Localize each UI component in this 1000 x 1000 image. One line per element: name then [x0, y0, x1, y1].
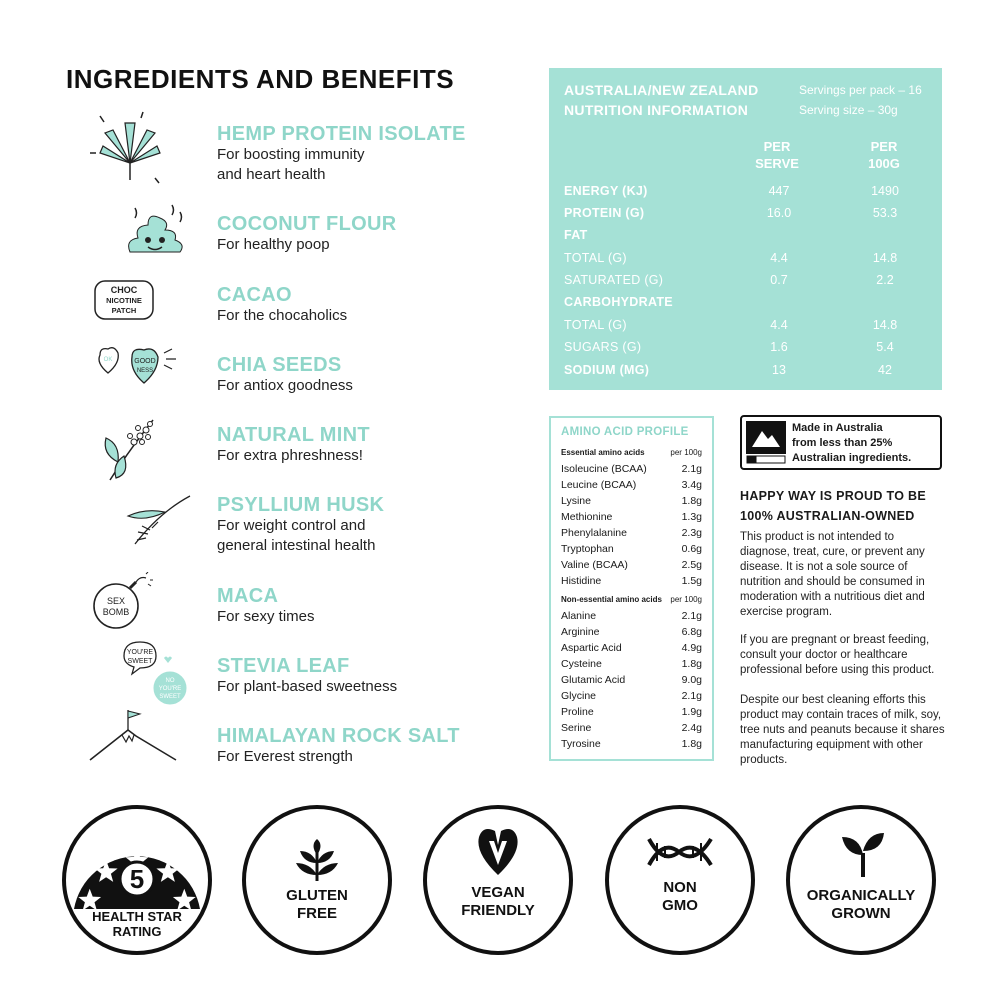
badge-label-line-2: GROWN [831, 905, 891, 922]
ingredient-name: CHIA SEEDS [217, 354, 342, 376]
amino-value: 3.4g [681, 479, 702, 491]
row-serve: 4.4 [770, 251, 788, 265]
row-label: ENERGY (KJ) [564, 184, 648, 198]
badge-label-line-1: VEGAN [471, 884, 525, 901]
made-in-line-2: from less than 25% [792, 437, 893, 449]
organically-grown-badge [786, 805, 936, 955]
essential-list [561, 461, 702, 589]
vegan-heart-icon [473, 823, 523, 878]
mint-icon [98, 412, 168, 482]
ingredient-desc: For the chocaholics [217, 307, 348, 324]
nonessential-list [561, 608, 702, 752]
badge-label-line-2: GMO [662, 897, 698, 914]
row-label: FAT [564, 228, 588, 242]
amino-row [561, 640, 702, 656]
badge-label-line-2: FRIENDLY [461, 902, 535, 919]
ingredient-desc: general intestinal health [217, 537, 376, 554]
amino-row [561, 541, 702, 557]
row-label: CARBOHYDRATE [564, 295, 673, 309]
amino-name: Tryptophan [561, 543, 614, 555]
ingredient-chia [217, 354, 353, 396]
amino-row [561, 656, 702, 672]
row-per100: 2.2 [876, 273, 894, 287]
essential-header-label: Essential amino acids [561, 448, 645, 457]
allergen-paragraph: Despite our best cleaning efforts this product may contain traces of milk, soy, tree nuts and peanuts because it shares manufacturing equipment with other products. [740, 694, 945, 766]
amino-name: Valine (BCAA) [561, 559, 628, 571]
amino-value: 1.9g [681, 706, 702, 718]
choc-text-1: CHOC [110, 285, 138, 295]
ingredient-desc: For sexy times [217, 608, 315, 625]
amino-value: 1.3g [681, 511, 702, 523]
badge-label-line-1: HEALTH STAR [92, 909, 182, 924]
ingredient-desc: For Everest strength [217, 748, 353, 765]
badge-label [609, 879, 751, 915]
ingredient-desc: and heart health [217, 166, 326, 183]
amino-name: Alanine [561, 610, 597, 622]
row-label: TOTAL (G) [564, 251, 627, 265]
row-per100: 42 [878, 363, 892, 377]
choc-text-3: PATCH [111, 306, 137, 315]
row-serve: 447 [768, 184, 790, 198]
heart-text-1: GOOD [134, 358, 156, 365]
amino-name: Glutamic Acid [561, 674, 626, 686]
col-per-serve-line-2: SERVE [755, 156, 799, 171]
mountain-icon [88, 708, 178, 763]
amino-value: 2.4g [681, 722, 702, 734]
ingredient-mint [217, 424, 370, 466]
row-serve: 13 [772, 363, 786, 377]
non-gmo-badge [605, 805, 755, 955]
amino-row [561, 624, 702, 640]
bubble-2-text-1: NO [165, 678, 175, 684]
ingredient-name: CACAO [217, 284, 292, 306]
row-serve: 1.6 [770, 340, 788, 354]
ingredient-hemp [217, 123, 466, 185]
vegan-friendly-badge [423, 805, 573, 955]
nutrition-row [564, 184, 934, 204]
australia-map-icon [746, 421, 786, 464]
col-per-serve [742, 138, 812, 172]
badge-label [66, 909, 208, 939]
amino-name: Isoleucine (BCAA) [561, 463, 647, 475]
amino-name: Proline [561, 706, 594, 718]
amino-value: 1.8g [681, 658, 702, 670]
serving-info [799, 80, 922, 120]
choc-text-2: NICOTINE [106, 296, 142, 305]
ingredient-desc: For weight control and [217, 517, 366, 534]
ingredients-title: INGREDIENTS AND BENEFITS [66, 64, 455, 94]
amino-name: Tyrosine [561, 738, 601, 750]
amino-value: 9.0g [681, 674, 702, 686]
amino-row [561, 736, 702, 752]
amino-name: Cysteine [561, 658, 602, 670]
amino-name: Histidine [561, 575, 602, 587]
ingredient-name: HIMALAYAN ROCK SALT [217, 725, 460, 747]
amino-row [561, 672, 702, 688]
badge-label [246, 887, 388, 923]
col-per-100g-line-2: 100G [868, 156, 900, 171]
bubble-2-text-2: YOU'RE [158, 686, 182, 692]
nutrition-row [564, 318, 934, 338]
nutrition-title-line-2: NUTRITION INFORMATION [564, 102, 749, 118]
amino-name: Leucine (BCAA) [561, 479, 637, 491]
heart-text-2: NESS [136, 368, 154, 374]
health-star-badge [62, 805, 212, 955]
amino-row [561, 493, 702, 509]
amino-row [561, 509, 702, 525]
col-per-serve-line-1: PER [763, 139, 791, 154]
amino-row [561, 720, 702, 736]
sprout-icon [838, 829, 888, 879]
amino-acid-profile [549, 416, 714, 761]
badge-label-line-1: NON [663, 879, 697, 896]
ingredient-coconut [217, 213, 396, 255]
col-per-100g-line-1: PER [870, 139, 898, 154]
proud-line-2: 100% AUSTRALIAN-OWNED [740, 509, 915, 523]
amino-row [561, 461, 702, 477]
nonessential-header [561, 595, 702, 608]
serving-size: Serving size – 30g [799, 103, 898, 117]
disclaimer-paragraph: This product is not intended to diagnose, treat, cure, or prevent any disease. It is not a sole source of nutrition and should be consumed in moderation with a nutritious diet and exercise program. [740, 531, 925, 618]
badge-label [427, 884, 569, 920]
bomb-text-2: BOMB [102, 607, 130, 617]
row-per100: 1490 [871, 184, 899, 198]
row-label: SODIUM (MG) [564, 363, 650, 377]
nonessential-header-label: Non-essential amino acids [561, 595, 662, 604]
bomb-icon [88, 572, 153, 632]
amino-row [561, 525, 702, 541]
made-in-line-1: Made in Australia [792, 422, 883, 434]
amino-value: 4.9g [681, 642, 702, 654]
poop-emoji-icon [120, 200, 190, 260]
amino-value: 2.1g [681, 690, 702, 702]
made-in-text [792, 421, 911, 466]
amino-row [561, 704, 702, 720]
made-in-line-3: Australian ingredients. [792, 452, 912, 464]
badge-label [790, 887, 932, 923]
amino-value: 2.1g [681, 610, 702, 622]
amino-title: AMINO ACID PROFILE [561, 426, 689, 438]
nutrition-row [564, 228, 934, 248]
amino-value: 0.6g [681, 543, 702, 555]
amino-row [561, 477, 702, 493]
row-label: PROTEIN (G) [564, 206, 645, 220]
nutrition-title-line-1: AUSTRALIA/NEW ZEALAND [564, 82, 759, 98]
ingredient-desc: For extra phreshness! [217, 447, 363, 464]
ingredient-desc: For antiox goodness [217, 377, 353, 394]
essential-header-unit: per 100g [670, 448, 702, 457]
badge-label-line-1: ORGANICALLY [806, 887, 916, 904]
ingredient-cacao [217, 284, 347, 326]
ingredient-salt [217, 725, 460, 767]
bubble-2-text-3: SWEET [159, 694, 181, 700]
ingredient-name: STEVIA LEAF [217, 655, 350, 677]
ingredient-maca [217, 585, 315, 627]
gluten-free-badge [242, 805, 392, 955]
servings-per-pack: Servings per pack – 16 [799, 83, 922, 97]
nutrition-row [564, 273, 934, 293]
dna-icon [645, 835, 715, 869]
amino-name: Serine [561, 722, 592, 734]
australian-owned-heading [740, 486, 950, 526]
row-serve: 4.4 [770, 318, 788, 332]
badge-label-line-1: GLUTEN [286, 887, 348, 904]
ingredient-stevia [217, 655, 397, 697]
pregnancy-paragraph: If you are pregnant or breast feeding, consult your doctor or healthcare professional before using this product. [740, 634, 935, 676]
amino-row [561, 557, 702, 573]
choc-patch-icon [92, 278, 157, 323]
row-serve: 16.0 [766, 206, 792, 220]
amino-value: 6.8g [681, 626, 702, 638]
heart-left-text: OK [103, 357, 113, 363]
amino-value: 2.3g [681, 527, 702, 539]
amino-row [561, 608, 702, 624]
ingredient-name: HEMP PROTEIN ISOLATE [217, 123, 466, 145]
badge-label-line-2: RATING [112, 924, 162, 939]
row-per100: 53.3 [872, 206, 898, 220]
speech-bubbles-icon [118, 638, 198, 708]
bomb-text-1: SEX [106, 596, 126, 606]
row-label: TOTAL (G) [564, 318, 627, 332]
ingredient-desc: For boosting immunity [217, 146, 365, 163]
ingredient-name: MACA [217, 585, 279, 607]
ingredient-name: NATURAL MINT [217, 424, 370, 446]
nutrition-row [564, 206, 934, 226]
amino-value: 2.1g [681, 463, 702, 475]
hearts-icon [92, 343, 187, 388]
nutrition-panel [549, 68, 942, 390]
nutrition-row [564, 340, 934, 360]
hemp-leaf-icon [85, 108, 175, 190]
amino-value: 1.5g [681, 575, 702, 587]
bubble-1-text-1: YOU'RE [126, 649, 154, 656]
row-per100: 5.4 [876, 340, 894, 354]
amino-value: 1.8g [681, 495, 702, 507]
amino-name: Glycine [561, 690, 597, 702]
nutrition-row [564, 363, 934, 383]
amino-row [561, 573, 702, 589]
amino-row [561, 688, 702, 704]
nonessential-header-unit: per 100g [670, 595, 702, 604]
nutrition-row [564, 295, 934, 315]
star-number: 5 [129, 864, 145, 894]
badge-label-line-2: FREE [296, 905, 337, 922]
row-per100: 14.8 [872, 318, 898, 332]
ingredient-psyllium [217, 494, 384, 556]
amino-name: Phenylalanine [561, 527, 627, 539]
amino-name: Methionine [561, 511, 613, 523]
row-label: SUGARS (G) [564, 340, 642, 354]
nutrition-row [564, 251, 934, 271]
essential-header [561, 448, 702, 461]
husk-icon [120, 492, 195, 547]
made-in-australia-label [740, 415, 942, 470]
ingredient-desc: For plant-based sweetness [217, 678, 398, 695]
row-label: SATURATED (G) [564, 273, 664, 287]
amino-value: 2.5g [681, 559, 702, 571]
nutrition-title [564, 80, 759, 120]
row-serve: 0.7 [770, 273, 788, 287]
bubble-1-text-2: SWEET [127, 658, 153, 665]
wheat-icon [292, 833, 342, 883]
row-per100: 14.8 [872, 251, 898, 265]
amino-value: 1.8g [681, 738, 702, 750]
amino-name: Lysine [561, 495, 591, 507]
ingredient-name: COCONUT FLOUR [217, 213, 397, 235]
amino-name: Arginine [561, 626, 600, 638]
ingredient-desc: For healthy poop [217, 236, 330, 253]
ingredient-name: PSYLLIUM HUSK [217, 494, 385, 516]
proud-line-1: HAPPY WAY IS PROUD TO BE [740, 489, 926, 503]
amino-name: Aspartic Acid [561, 642, 622, 654]
col-per-100g [849, 138, 919, 172]
